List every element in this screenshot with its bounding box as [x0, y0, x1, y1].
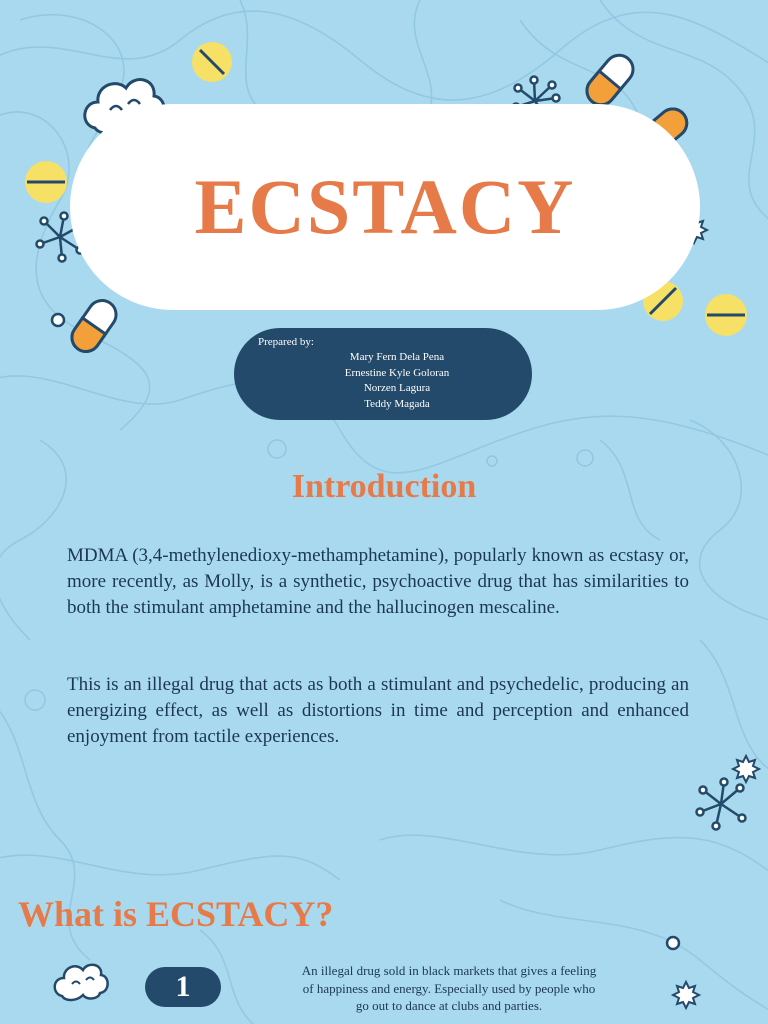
author-name: Norzen Lagura [363, 382, 431, 394]
intro-paragraph: This is an illegal drug that acts as both a stimulant and psychedelic, producing an energizing effect, as well as distortions in time and perception and enhanced enjoyment from tactile experiences. [67, 674, 689, 747]
prepared-by-box [234, 328, 532, 420]
capsule-icon [66, 295, 121, 357]
what-is-heading: What is ECSTACY? [18, 894, 334, 934]
intro-paragraph: MDMA (3,4-methylenedioxy-methamphetamine), popularly known as ecstasy or, more recently, as Molly, is a synthetic, psychoactive drug that has similarities to both the stimulant amphetamine and the hallucinogen mescaline. [67, 545, 689, 618]
item-number-badge: 1 [145, 967, 221, 1007]
author-name: Mary Fern Dela Pena [349, 351, 445, 363]
author-list [234, 350, 532, 412]
introduction-heading: Introduction [291, 468, 477, 505]
ring-icon [667, 937, 679, 949]
prepared-by-label: Prepared by: [258, 336, 314, 348]
title-banner [70, 104, 700, 310]
definition-text: An illegal drug sold in black markets that gives a feeling of happiness and energy. Especially used by people who go out to dance at clubs and parties. [301, 963, 597, 1013]
author-name: Teddy Magada [364, 397, 430, 410]
sparkle-icon [673, 982, 699, 1008]
tablet-icon [25, 161, 67, 203]
author-name: Ernestine Kyle Goloran [344, 366, 450, 379]
molecule-icon [697, 779, 746, 830]
cloud-icon [55, 965, 108, 1000]
sparkle-icon [733, 756, 759, 782]
tablet-icon [192, 42, 232, 82]
slide-title: ECSTACY [194, 163, 576, 250]
capsule-icon [581, 50, 638, 111]
ring-icon [52, 314, 64, 326]
tablet-icon [705, 294, 747, 336]
